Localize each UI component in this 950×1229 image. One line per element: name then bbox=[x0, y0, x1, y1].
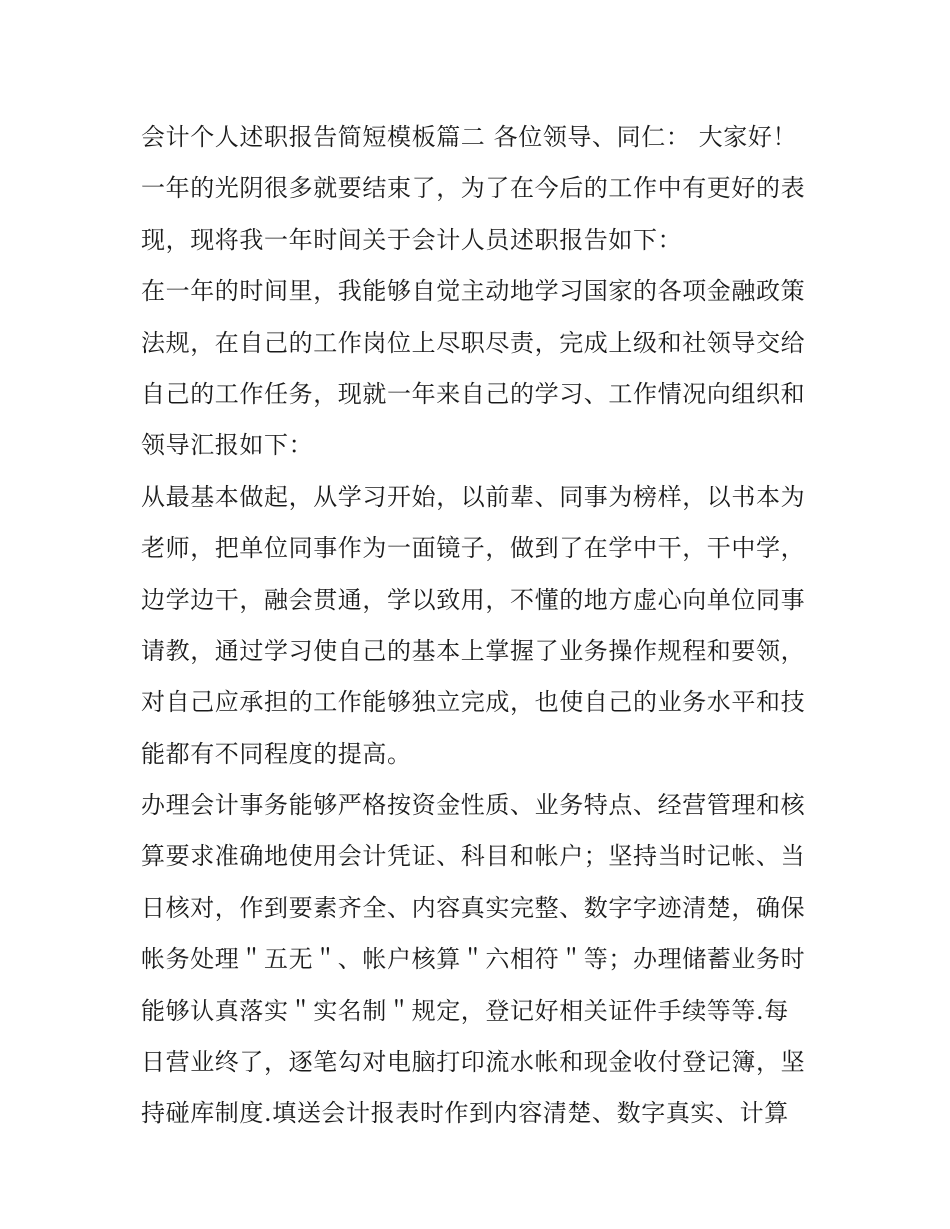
text-line: 边学边干，融会贯通，学以致用，不懂的地方虚心向单位同事 bbox=[141, 585, 806, 614]
text-line: 在一年的时间里，我能够自觉主动地学习国家的各项金融政策 bbox=[141, 277, 806, 306]
text-line: 请教，通过学习使自己的基本上掌握了业务操作规程和要领， bbox=[141, 636, 806, 665]
text-line: 算要求准确地使用会计凭证、科目和帐户；坚持当时记帐、当 bbox=[141, 842, 806, 871]
text-line: 会计个人述职报告简短模板篇二 各位领导、同仁： 大家好！ bbox=[141, 123, 798, 151]
text-line: 法规，在自己的工作岗位上尽职尽责，完成上级和社领导交给 bbox=[141, 328, 806, 357]
text-line: 日核对，作到要素齐全、内容真实完整、数字字迹清楚，确保 bbox=[141, 893, 806, 922]
text-line: 一年的光阴很多就要结束了，为了在今后的工作中有更好的表 bbox=[141, 174, 806, 203]
text-line: 领导汇报如下： bbox=[141, 431, 314, 460]
text-line: 从最基本做起，从学习开始，以前辈、同事为榜样，以书本为 bbox=[141, 482, 806, 511]
text-line: 能够认真落实＂实名制＂规定，登记好相关证件手续等等.每 bbox=[141, 996, 789, 1025]
text-line: 帐务处理＂五无＂、帐户核算＂六相符＂等；办理储蓄业务时 bbox=[141, 945, 806, 974]
text-line: 持碰库制度.填送会计报表时作到内容清楚、数字真实、计算 bbox=[141, 1099, 789, 1128]
text-line: 能都有不同程度的提高。 bbox=[141, 739, 412, 768]
text-line: 办理会计事务能够严格按资金性质、业务特点、经营管理和核 bbox=[141, 791, 806, 820]
text-line: 现，现将我一年时间关于会计人员述职报告如下： bbox=[141, 225, 683, 254]
text-line: 自己的工作任务，现就一年来自己的学习、工作情况向组织和 bbox=[141, 379, 806, 408]
document-body bbox=[141, 112, 821, 1140]
text-line: 对自己应承担的工作能够独立完成，也使自己的业务水平和技 bbox=[141, 688, 806, 717]
text-line: 老师，把单位同事作为一面镜子，做到了在学中干，干中学， bbox=[141, 534, 806, 563]
text-line: 日营业终了，逐笔勾对电脑打印流水帐和现金收付登记簿，坚 bbox=[141, 1048, 806, 1077]
